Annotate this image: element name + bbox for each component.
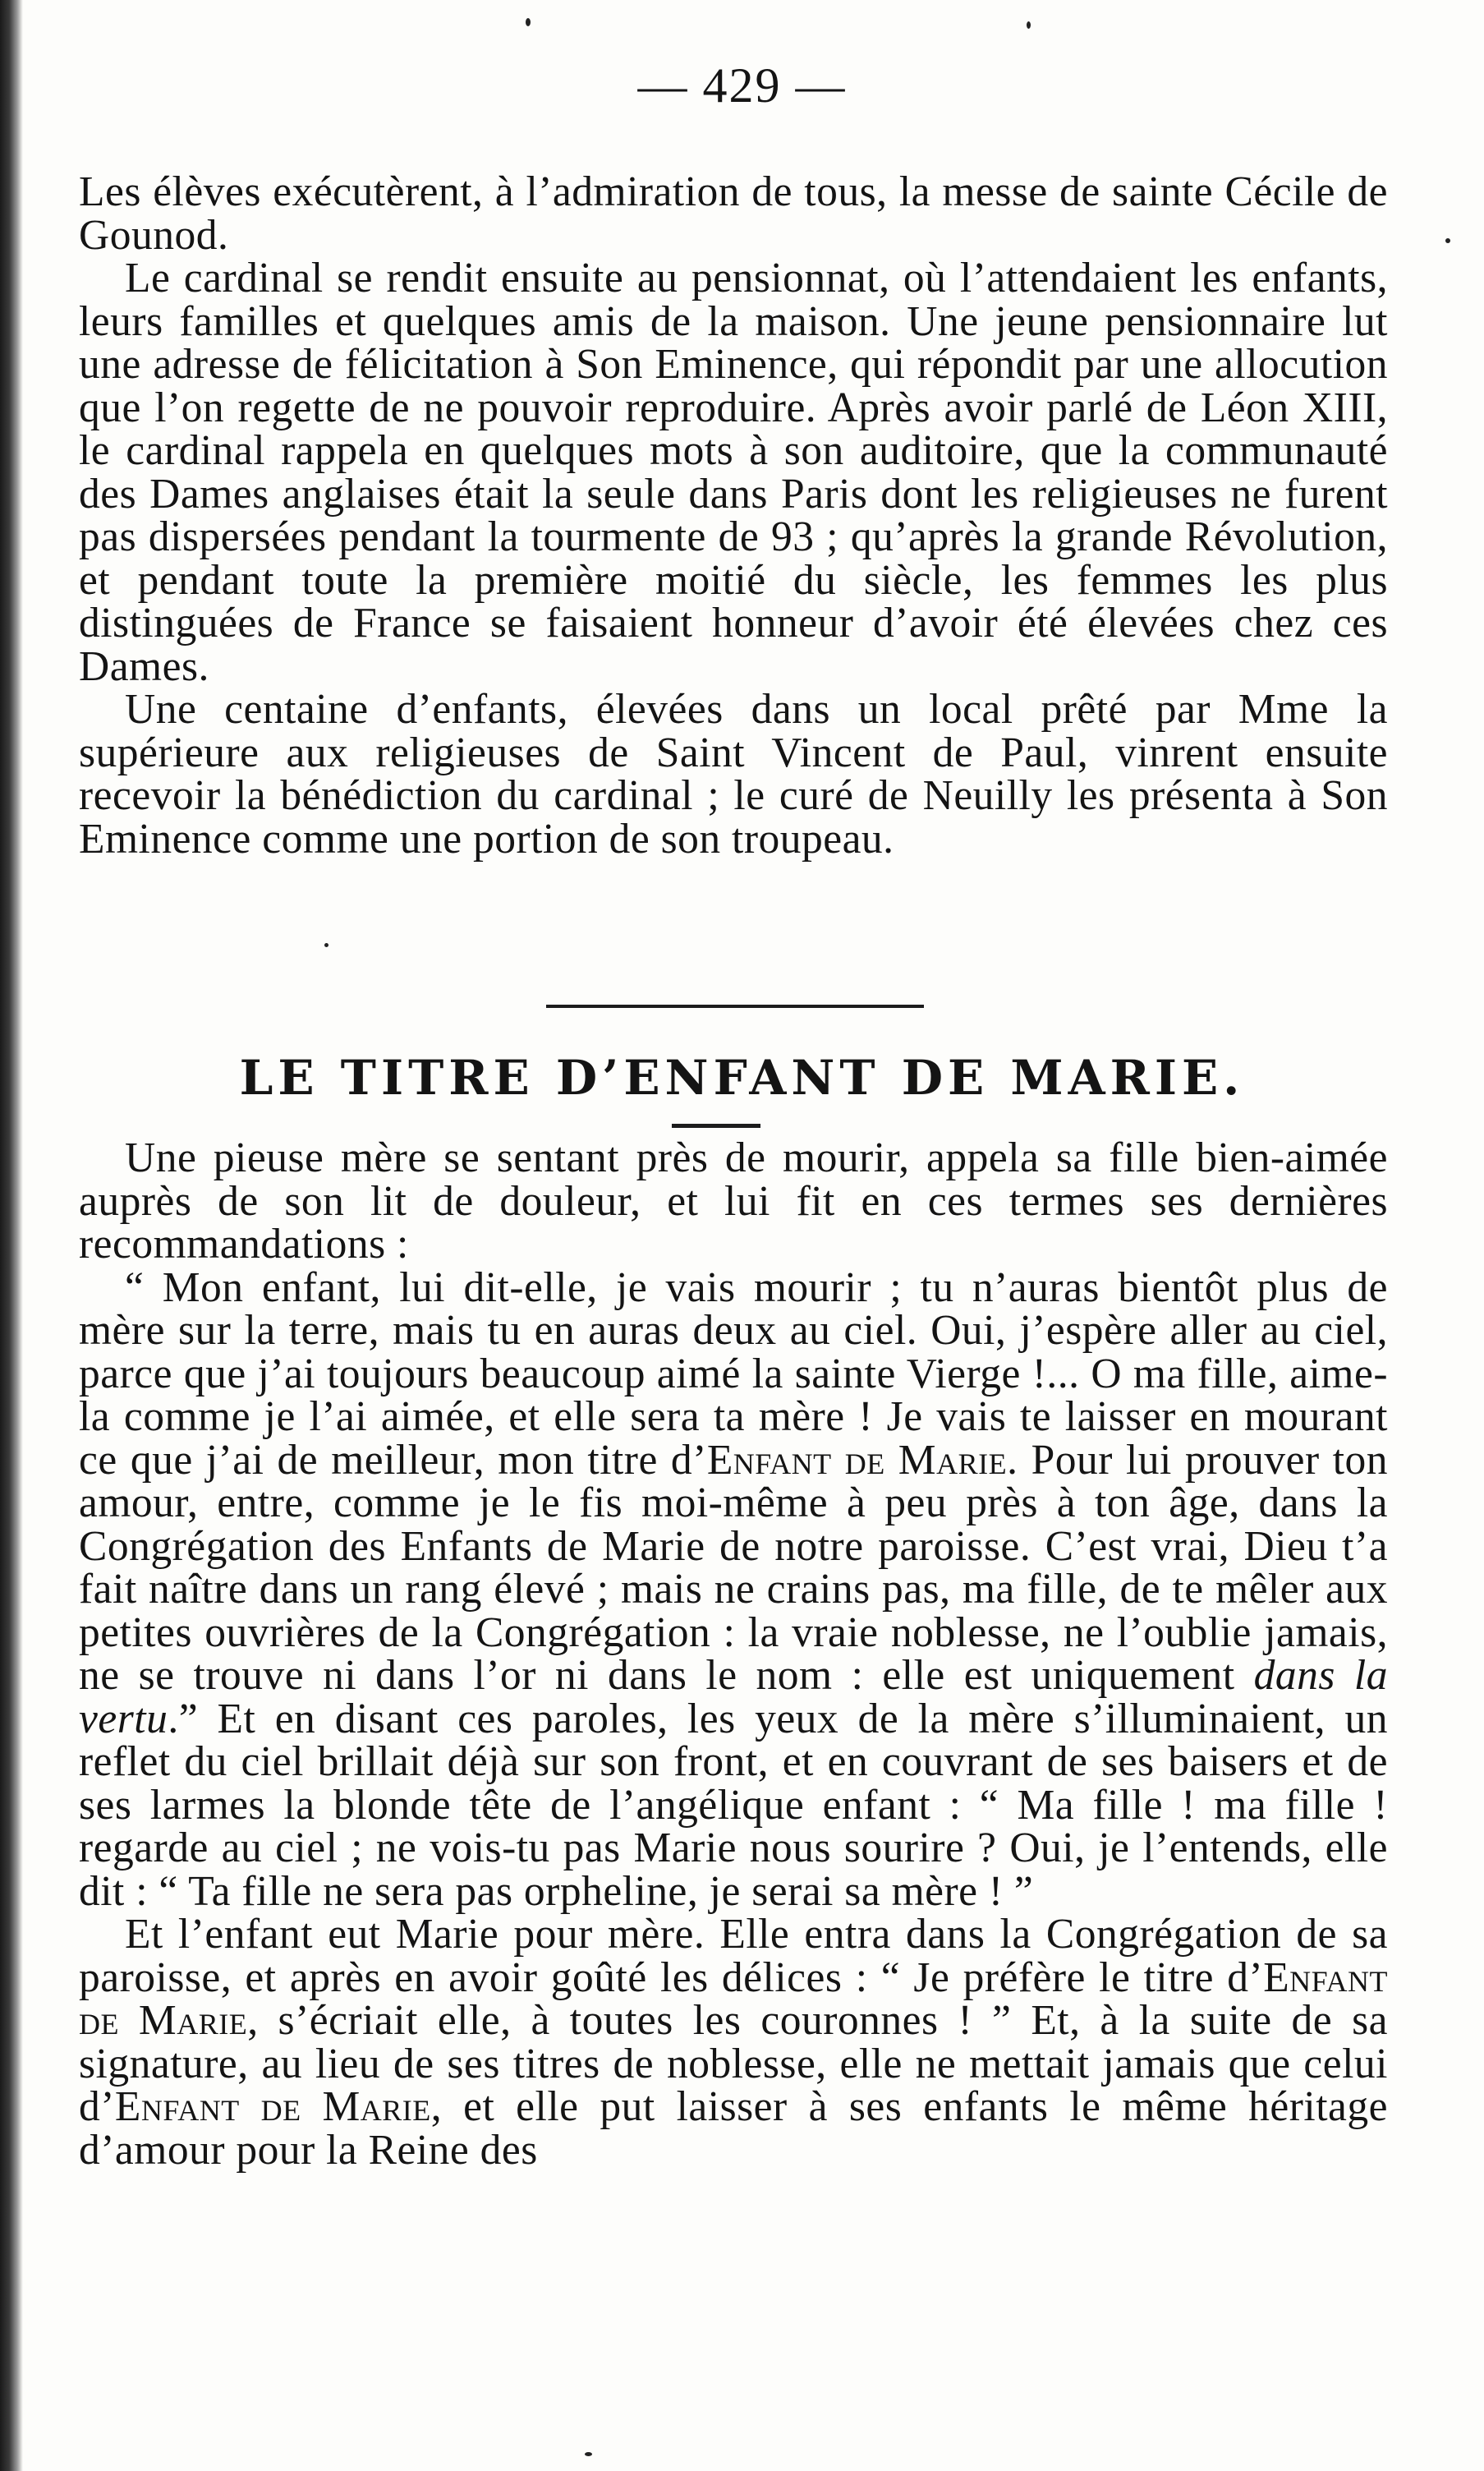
article-body <box>79 1134 1389 2174</box>
section-title: LE TITRE D’ENFANT DE MARIE. <box>239 1050 1245 1106</box>
emphasis-text: dans la vertu <box>79 1652 1388 1742</box>
section-divider <box>546 1005 924 1008</box>
closing-text: Et l’enfant eut Marie pour mère. Elle entra dans la Congrégation de sa paroisse, et après en avoir goûté les délices : “ Je préfère le titre d’ <box>79 1911 1388 2001</box>
page-number: — 429 — <box>637 58 847 113</box>
quote-text: .” Et en disant ces paroles, les yeux de la mère s’illuminaient, un reflet du ciel brillait déjà sur son front, et en couvrant de ses baisers et de ses larmes la blonde tête de l’angélique enfant : “ Ma fille ! ma fille ! regarde au ciel ; ne vois-tu pas Marie nous sourire ? Oui, je l’entends, elle dit : “ Ta fille ne sera pas orpheline, je serai sa mère ! ” <box>79 1695 1388 1915</box>
article-intro: Une pieuse mère se sentant près de mourir, appela sa fille bien-aimée auprès de son lit de douleur, et lui fit en ces termes ses dernières recommandations : <box>79 1134 1388 1268</box>
print-speck <box>585 2452 592 2456</box>
title-small-caps: Enfant de Marie <box>706 1436 1008 1484</box>
title-small-caps: Enfant de Marie <box>114 2083 431 2130</box>
binding-edge-shadow <box>0 0 23 2471</box>
quote-text: “ Mon enfant, lui dit-elle, je vais mourir ; tu n’auras bientôt plus de mère sur la terre, mais tu en auras deux au ciel. Oui, j’espère aller au ciel, parce que j’ai toujours beaucoup aimé la sainte Vierge !... O ma fille, aime-la comme je l’ai aimée, et elle sera ta mère ! Je vais te laisser en mourant ce que j’ai de meilleur, mon titre d’ <box>79 1263 1388 1484</box>
article-closing-paragraph <box>79 1913 1388 2172</box>
print-speck <box>324 943 329 947</box>
top-section <box>79 168 1388 863</box>
closing-text: , et elle put laisser à ses enfants le même héritage d’amour pour la Reine des <box>79 2083 1389 2174</box>
print-speck <box>1445 238 1450 243</box>
article-quote-paragraph <box>79 1263 1388 1915</box>
paragraph: Une centaine d’enfants, élevées dans un local prêté par Mme la supérieure aux religieuses de Saint Vincent de Paul, vinrent ensuite recevoir la bénédiction du cardinal ; le curé de Neuilly les présenta à Son Eminence comme une portion de son troupeau. <box>79 686 1388 863</box>
print-speck <box>526 18 531 26</box>
title-small-caps: Enfant de Marie <box>79 1953 1388 2044</box>
print-speck <box>1027 21 1031 29</box>
paragraph: Les élèves exécutèrent, à l’admiration de tous, la messe de sainte Cécile de Gounod. <box>79 168 1388 259</box>
paragraph: Le cardinal se rendit ensuite au pensionnat, où l’attendaient les enfants, leurs familles et quelques amis de la maison. Une jeune pensionnaire lut une adresse de félicitation à Son Eminence, qui répondit par une allocution que l’on regette de ne pouvoir reproduire. Après avoir parlé de Léon XIII, le cardinal rappela en quelques mots à son auditoire, que la communauté des Dames anglaises était la seule dans Paris dont les religieuses ne furent pas dispersées pendant la tourmente de 93 ; qu’après la grande Révolution, et pendant toute la première moitié du siècle, les femmes les plus distinguées de France se faisaient honneur d’avoir été élevées chez ces Dames. <box>79 255 1388 690</box>
closing-text: , s’écriait elle, à toutes les couronnes ! ” Et, à la suite de sa signature, au lieu de ses titres de noblesse, elle ne mettait jamais que celui d’ <box>79 1997 1388 2130</box>
title-underline <box>672 1124 760 1128</box>
quote-text: . Pour lui prouver ton amour, entre, comme je le fis moi-même à peu près à ton âge, dans la Congrégation des Enfants de Marie de notre paroisse. C’est vrai, Dieu t’a fait naître dans un rang élevé ; mais ne crains pas, ma fille, de te mêler aux petites ouvrières de la Congrégation : la vraie noblesse, ne l’oublie jamais, ne se trouve ni dans l’or ni dans le nom : elle est uniquement <box>79 1436 1388 1699</box>
